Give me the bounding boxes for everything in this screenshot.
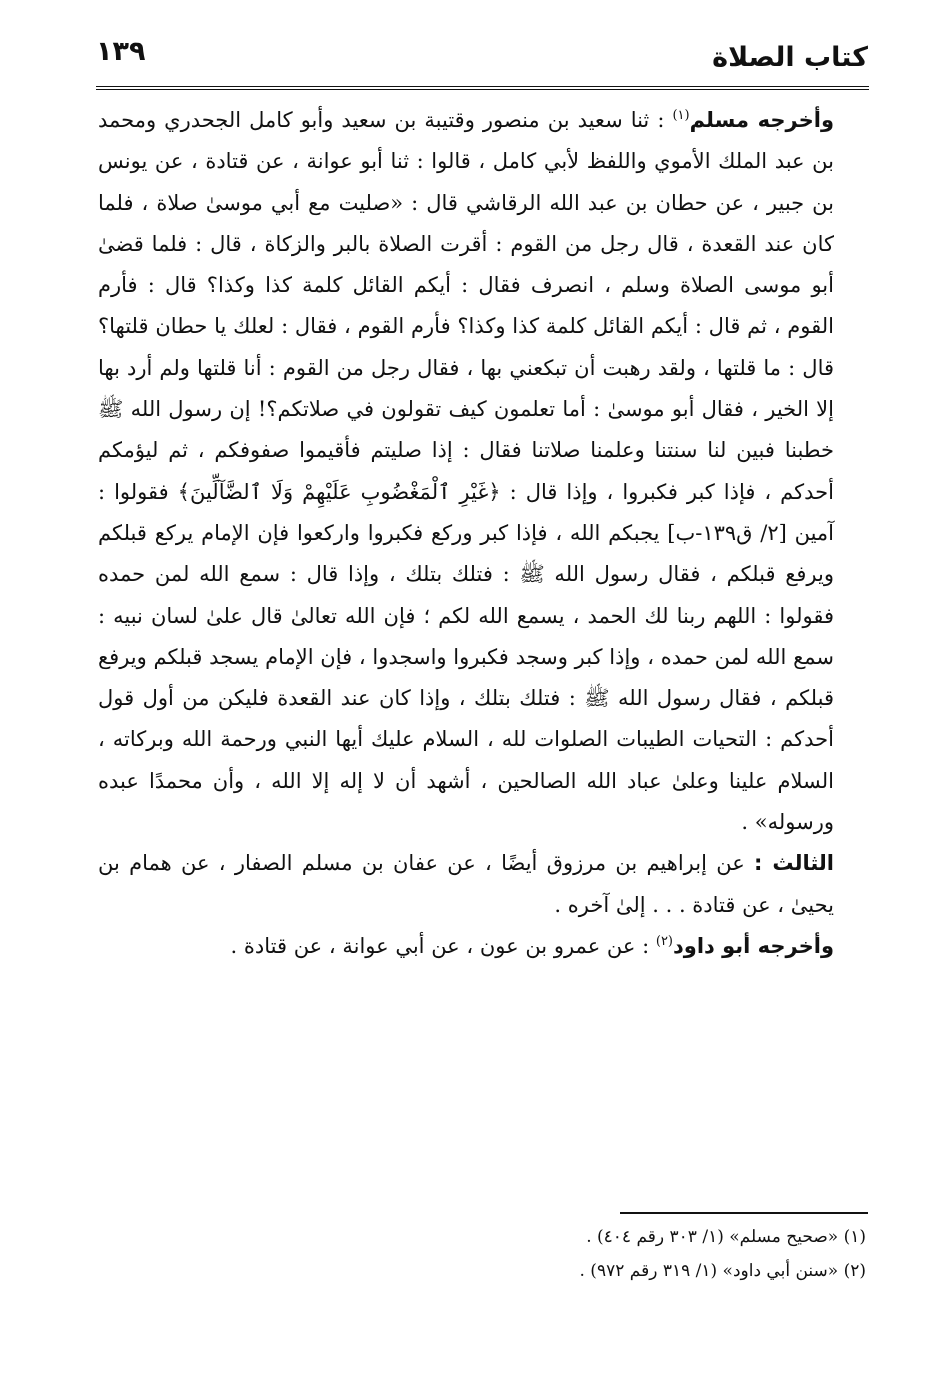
footnote-1: (١) «صحيح مسلم» (١/ ٣٠٣ رقم ٤٠٤) . [586, 1227, 866, 1247]
paragraph-lead: وأخرجه أبو داود [673, 933, 834, 958]
main-text [98, 100, 868, 967]
paragraph-text: عن إبراهيم بن مرزوق أيضًا ، عن عفان بن مسلم الصفار ، عن همام بن يحيىٰ ، عن قتادة . . . إلىٰ آخره . [98, 851, 834, 917]
paragraph-lead: وأخرجه مسلم [689, 108, 834, 132]
paragraph-muslim-narration [98, 100, 868, 843]
paragraph-text: : ثنا سعيد بن منصور وقتيبة بن سعيد وأبو كامل الجحدري ومحمد بن عبد الملك الأموي واللفظ لأبي كامل ، قالوا : ثنا أبو عوانة ، عن قتادة ، عن يونس بن جبير ، عن حطان بن عبد الله الرقاشي قال : «صليت مع أبي موسىٰ صلاة ، فلما كان عند القعدة ، قال رجل من القوم : أقرت الصلاة بالبر والزكاة ، قال : فلما قضىٰ أبو موسى الصلاة وسلم ، انصرف فقال : أيكم القائل كلمة كذا وكذا؟ قال : فأرم القوم ، ثم قال : أيكم القائل كلمة كذا وكذا؟ فأرم القوم ، فقال : لعلك يا حطان قلتها؟ قال : ما قلتها ، ولقد رهبت أن تبكعني بها ، فقال رجل من القوم : أنا قلتها ولم أرد بها إلا الخير ، فقال أبو موسىٰ : أما تعلمون كيف تقولون في صلاتكم؟! إن رسول الله ﷺ خطبنا فبين لنا سنتنا وعلمنا صلاتنا فقال : إذا صليتم فأقيموا صفوفكم ، ثم ليؤمكم أحدكم ، فإذا كبر فكبروا ، وإذا قال : ﴿غَيْرِ ٱلْمَغْضُوبِ عَلَيْهِمْ وَلَا ٱلضَّآلِّينَ﴾ فقولوا : آمين [٢/ ق١٣٩-ب] يجبكم الله ، فإذا كبر وركع فكبروا واركعوا فإن الإمام يركع قبلكم ويرفع قبلكم ، فقال رسول الله ﷺ : فتلك بتلك ، وإذا قال : سمع الله لمن حمده فقولوا : اللهم ربنا لك الحمد ، يسمع الله لكم ؛ فإن الله تعالىٰ قال علىٰ لسان نبيه : سمع الله لمن حمده ، وإذا كبر وسجد فكبروا واسجدوا ، فإن الإمام يسجد قبلكم ويرفع قبلكم ، فقال رسول الله ﷺ : فتلك بتلك ، وإذا كان عند القعدة فليكن من أول قول أحدكم : التحيات الطيبات الصلوات لله ، السلام عليك أيها النبي ورحمة الله وبركاته ، السلام علينا وعلىٰ عباد الله الصالحين ، أشهد أن لا إله إلا الله ، وأن محمدًا عبده ورسوله» . [98, 108, 835, 835]
footnote-ref-2: (٢) [655, 933, 673, 949]
header-divider [96, 86, 869, 90]
book-title: كتاب الصلاة [712, 42, 868, 73]
footnote-divider [620, 1212, 868, 1214]
paragraph-lead: الثالث : [754, 851, 834, 876]
footnote-ref-1: (١) [672, 108, 690, 123]
page-number: ١٣٩ [96, 36, 146, 67]
page-header [96, 24, 868, 84]
paragraph-third-chain [98, 843, 868, 926]
paragraph-abu-dawud [98, 926, 868, 967]
footnotes [300, 1220, 866, 1288]
paragraph-text: : عن عمرو بن عون ، عن أبي عوانة ، عن قتادة . [230, 933, 650, 958]
footnote-2: (٢) «سنن أبي داود» (١/ ٣١٩ رقم ٩٧٢) . [579, 1261, 866, 1281]
